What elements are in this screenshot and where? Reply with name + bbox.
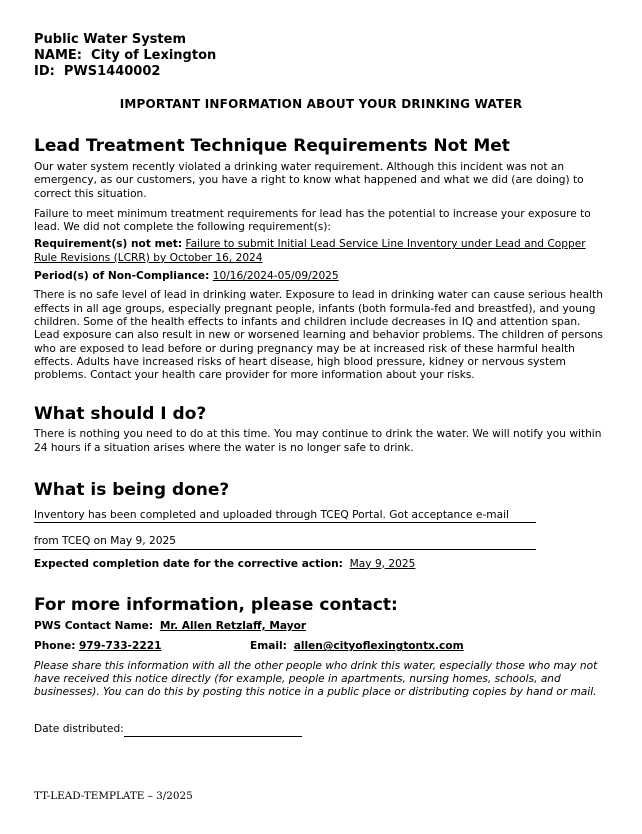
- system-id-line: [34, 64, 608, 80]
- period-value: 10/16/2024-05/09/2025: [212, 270, 339, 283]
- period-label: Period(s) of Non-Compliance:: [34, 270, 210, 283]
- section-do-title: What should I do?: [34, 404, 207, 425]
- date-blank: [124, 724, 302, 737]
- system-name-line: [34, 48, 608, 64]
- contact-line: [34, 620, 608, 633]
- id-label: ID:: [34, 64, 55, 79]
- contact-value: Mr. Allen Retzlaff, Mayor: [159, 619, 307, 632]
- completion-label: Expected completion date for the corrective action:: [34, 557, 343, 570]
- phone-email-line: [34, 640, 608, 653]
- phone-label: Phone:: [34, 640, 76, 653]
- completion-value: May 9, 2025: [349, 557, 416, 570]
- period-line: [34, 270, 608, 283]
- system-label: Public Water System: [34, 32, 187, 47]
- section-lead-title: Lead Treatment Technique Requirements Not Met: [34, 136, 510, 156]
- important-heading: IMPORTANT INFORMATION ABOUT YOUR DRINKING WATER: [119, 97, 523, 111]
- date-distributed-line: [34, 723, 608, 736]
- requirement-label: Requirement(s) not met:: [34, 238, 183, 251]
- section-lead-p3: There is no safe level of lead in drinking water. Exposure to lead in drinking water can cause serious health effects in all age groups, especially pregnant people, infants (both formula-fed and breastfed), and young children. Some of the health effects to infants and children include decreases in IQ and attention span. Lead exposure can also result in new or worsened learning and behavior problems. The children of persons who are exposed to lead before or during pregnancy may be at increased risk of these harmful health effects. Adults have increased risks of heart disease, high blood pressure, kidney or nervous system problems. Contact your health care provider for more information about your risks.: [34, 289, 603, 382]
- name-value: City of Lexington: [91, 48, 217, 63]
- section-lead-p1: Our water system recently violated a drinking water requirement. Although this incident was not an emergency, as our customers, you have a right to know what happened and what we did (are doing) to correct this situation.: [34, 161, 584, 200]
- email-label: Email:: [250, 640, 287, 653]
- requirement-line: [34, 238, 608, 265]
- share-paragraph: Please share this information with all the other people who drink this water, especially those who may not have received this notice directly (for example, people in apartments, nursing homes, schools, and businesses). You can do this by posting this notice in a public place or distributing copies by hand or mail.: [34, 659, 598, 699]
- section-do-p1: There is nothing you need to do at this time. You may continue to drink the water. We will notify you within 24 hours if a situation arises where the water is no longer safe to drink.: [34, 428, 602, 454]
- contact-label: PWS Contact Name:: [34, 619, 154, 632]
- section-contact-title: For more information, please contact:: [34, 594, 398, 615]
- notice-page: [34, 32, 608, 737]
- header-block: [34, 32, 608, 80]
- id-value: PWS1440002: [63, 64, 161, 79]
- date-label: Date distributed:: [34, 723, 124, 736]
- completion-line: [34, 558, 608, 571]
- phone-value: 979-733-2221: [78, 640, 162, 653]
- done-line-1: Inventory has been completed and uploaded through TCEQ Portal. Got acceptance e-mail: [34, 509, 536, 523]
- done-line-2: from TCEQ on May 9, 2025: [34, 535, 536, 549]
- requirement-value: Failure to submit Initial Lead Service Line Inventory under Lead and Copper Rule Revisions (LCRR) by October 16, 2024: [34, 238, 586, 264]
- email-link[interactable]: allen@cityoflexingtontx.com: [293, 640, 464, 653]
- done-line-1-wrap: [34, 503, 536, 523]
- name-label: NAME:: [34, 48, 82, 63]
- footer-template-id: TT-LEAD-TEMPLATE – 3/2025: [34, 790, 193, 802]
- done-line-2-wrap: [34, 529, 536, 549]
- section-lead-p2: Failure to meet minimum treatment requirements for lead has the potential to increase your exposure to lead. We did not complete the following requirement(s):: [34, 207, 591, 234]
- email-group: [250, 640, 464, 653]
- section-done-title: What is being done?: [34, 480, 230, 501]
